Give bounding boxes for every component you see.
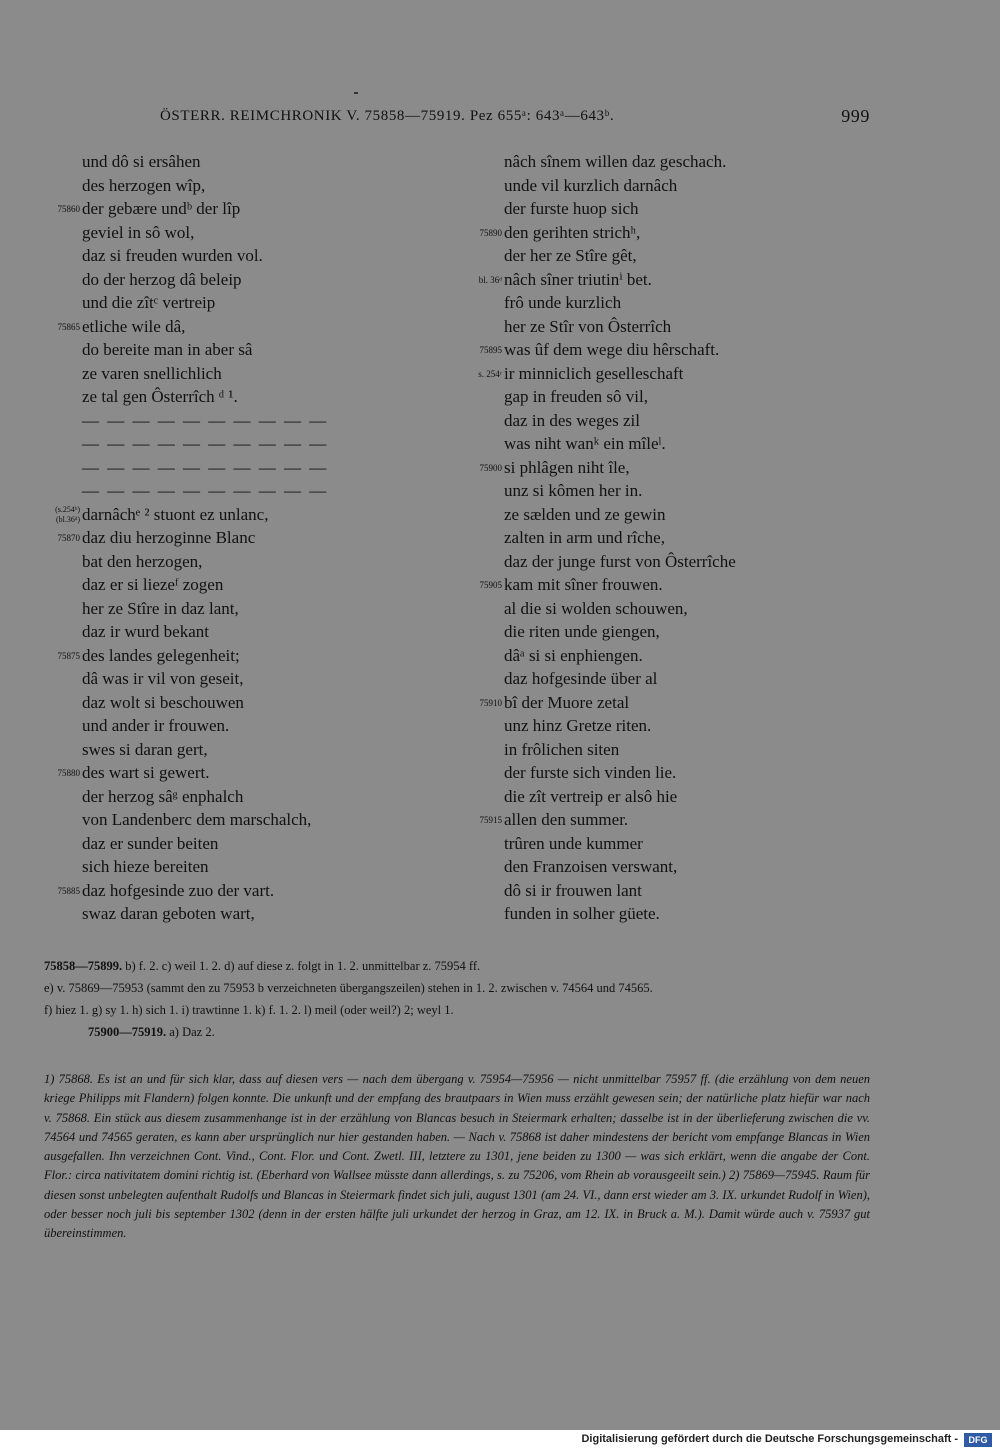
verse-line	[466, 597, 886, 621]
line-number: 75900	[479, 462, 502, 473]
verse-line	[44, 503, 444, 527]
verse-text: daz er sunder beiten	[82, 833, 219, 853]
verse-text: allen den summer.	[504, 810, 629, 829]
verse-text: bat den herzogen,	[82, 551, 203, 571]
verse-text: swaz daran geboten wart,	[82, 904, 255, 923]
verse-line	[44, 244, 444, 268]
page-number: 999	[841, 106, 870, 126]
verse-text: nâch sînem willen daz geschach.	[504, 152, 727, 171]
verse-line	[466, 197, 886, 221]
verse-text: her ze Stîre in daz lant,	[82, 598, 239, 618]
verse-text: daz hofgesinde über al	[504, 669, 658, 688]
verse-text: daz ir wurd bekant	[82, 622, 209, 641]
verse-text: geviel in sô wol,	[82, 222, 195, 242]
verse-text: ze tal gen Ôsterrîch ᵈ ¹.	[82, 387, 238, 406]
scan-speck	[354, 92, 358, 94]
verse-line	[44, 362, 444, 386]
verse-text: der her ze Stîre gêt,	[504, 246, 637, 265]
verse-text: der furste sich vinden lie.	[504, 763, 677, 782]
verse-text: daz in des weges zil	[504, 410, 640, 430]
verse-line	[44, 738, 444, 762]
verse-text: do bereite man in aber sâ	[82, 340, 253, 359]
verse-text: des landes gelegenheit;	[82, 645, 240, 665]
verse-line	[466, 550, 886, 574]
verse-line	[466, 667, 886, 691]
verse-line	[44, 644, 444, 668]
verse-line	[466, 738, 886, 762]
verse-text: funden in solher güete.	[504, 904, 660, 923]
verse-text: trûren unde kummer	[504, 833, 643, 853]
line-number: s. 254ᶜ	[478, 368, 502, 379]
verse-line	[44, 620, 444, 644]
verse-text: daz hofgesinde zuo der vart.	[82, 880, 275, 900]
verse-line	[44, 691, 444, 715]
verse-line	[466, 808, 886, 832]
verse-line	[44, 174, 444, 198]
verse-line	[44, 714, 444, 738]
verse-text: des wart si gewert.	[82, 763, 210, 782]
apparatus-text: a) Daz 2.	[166, 1025, 215, 1039]
verse-line	[44, 338, 444, 362]
verse-line	[44, 432, 444, 456]
verse-text: die zît vertreip er alsô hie	[504, 786, 678, 806]
verse-column-left	[44, 150, 444, 926]
line-number: 75915	[479, 815, 502, 825]
verse-line	[44, 879, 444, 903]
verse-line	[44, 409, 444, 433]
verse-line	[44, 785, 444, 809]
verse-line	[466, 832, 886, 856]
verse-line	[466, 409, 886, 433]
verse-line	[466, 174, 886, 198]
verse-line	[466, 362, 886, 386]
verse-text: do der herzog dâ beleip	[82, 269, 242, 289]
verse-line	[44, 761, 444, 785]
apparatus-line: e) v. 75869—75953 (sammt den zu 75953 b verzeichneten übergangszeilen) stehen in 1. 2. zwischen v. 74564 und 74565.	[44, 981, 653, 995]
verse-text: des herzogen wîp,	[82, 175, 206, 195]
verse-text: — — — — — — — — — —	[82, 481, 329, 500]
verse-text: der gebære undᵇ der lîp	[82, 199, 241, 218]
verse-line	[466, 291, 886, 315]
line-number: 75875	[57, 650, 80, 661]
verse-line	[44, 150, 444, 174]
verse-line	[466, 338, 886, 362]
verse-line	[44, 385, 444, 409]
verse-line	[466, 691, 886, 715]
verse-line	[44, 855, 444, 879]
verse-text: was niht wanᵏ ein mîleˡ.	[504, 434, 666, 453]
verse-text: nâch sîner triutinⁱ bet.	[504, 269, 652, 289]
verse-line	[44, 832, 444, 856]
verse-text: daz er si liezeᶠ zogen	[82, 575, 224, 594]
verse-line	[466, 503, 886, 527]
line-number: bl. 36ᵈ	[478, 274, 502, 285]
verse-line	[466, 479, 886, 503]
footer-credit: Digitalisierung gefördert durch die Deutsche Forschungsgemeinschaft -	[581, 1433, 958, 1445]
verse-line	[44, 667, 444, 691]
verse-text: etliche wile dâ,	[82, 316, 186, 336]
verse-line	[44, 597, 444, 621]
line-number: 75895	[479, 345, 502, 355]
verse-text: gap in freuden sô vil,	[504, 387, 648, 406]
verse-text: ze varen snellichlich	[82, 363, 222, 383]
line-number: 75910	[479, 697, 502, 708]
verse-line	[466, 456, 886, 480]
verse-line	[466, 432, 886, 456]
verse-line	[466, 573, 886, 597]
apparatus-line: f) hiez 1. g) sy 1. h) sich 1. i) trawtinne 1. k) f. 1. 2. l) meil (oder weil?) 2; weyl 1.	[44, 1003, 454, 1017]
apparatus-line	[44, 955, 874, 977]
verse-line	[44, 315, 444, 339]
dfg-footer-bar	[0, 1430, 1000, 1451]
verse-text: kam mit sîner frouwen.	[504, 575, 663, 594]
verse-text: — — — — — — — — — —	[82, 410, 329, 430]
verse-line	[44, 291, 444, 315]
verse-text: darnâchᵉ ² stuont ez unlanc,	[82, 504, 269, 524]
verse-line	[44, 902, 444, 926]
verse-text: unz si kômen her in.	[504, 481, 643, 500]
verse-text: sich hieze bereiten	[82, 857, 209, 876]
verse-text: dô si ir frouwen lant	[504, 880, 642, 900]
apparatus-heading: 75900—75919.	[88, 1025, 167, 1039]
verse-text: — — — — — — — — — —	[82, 434, 329, 453]
verse-text: bî der Muore zetal	[504, 692, 630, 712]
verse-text: und ander ir frouwen.	[82, 716, 230, 735]
verse-line	[44, 479, 444, 503]
verse-column-right	[466, 150, 886, 926]
verse-text: dâᵃ si si enphiengen.	[504, 645, 643, 665]
verse-text: den Franzoisen verswant,	[504, 857, 678, 876]
verse-line	[466, 526, 886, 550]
apparatus-line	[44, 1021, 874, 1043]
verse-text: swes si daran gert,	[82, 739, 208, 759]
verse-line	[466, 855, 886, 879]
verse-line	[44, 221, 444, 245]
verse-text: daz si freuden wurden vol.	[82, 246, 263, 265]
line-number: 75865	[57, 321, 80, 332]
line-number: 75885	[57, 885, 80, 896]
line-number: 75880	[57, 768, 80, 778]
verse-line	[466, 879, 886, 903]
verse-line	[44, 268, 444, 292]
verse-text: was ûf dem wege diu hêrschaft.	[504, 340, 720, 359]
line-number: 75860	[57, 204, 80, 214]
verse-text: — — — — — — — — — —	[82, 457, 329, 477]
verse-text: und die zîtᶜ vertreip	[82, 293, 216, 312]
verse-line	[44, 456, 444, 480]
dfg-logo: DFG	[964, 1433, 992, 1447]
verse-text: den gerihten strichʰ,	[504, 222, 641, 242]
verse-text: si phlâgen niht île,	[504, 457, 630, 477]
verse-text: unz hinz Gretze riten.	[504, 716, 652, 735]
verse-text: frô unde kurzlich	[504, 293, 622, 312]
verse-text: daz der junge furst von Ôsterrîche	[504, 551, 736, 571]
verse-line	[466, 620, 886, 644]
running-header	[160, 108, 870, 132]
verse-text: der furste huop sich	[504, 199, 639, 218]
commentary-footnotes: 1) 75868. Es ist an und für sich klar, dass auf diesen vers — nach dem übergang v. 75954—75956 — nicht unmittelbar 75957 ff. (die erzählung von dem neuen kriege Philipps mit Flandern) folgen konnte. Die unkunft und der empfang des brautpaars in Wien muss erzählt gewesen sein; der natürliche platz hiefür war nach v. 75868. Ein stück aus diesem zusammenhange ist in der erzählung von Blancas besuch in Steiermark erhalten; dasselbe ist in der überlieferung zwischen die vv. 74564 und 74565 geraten, es kann aber ursprünglich nur hier gestanden haben. — Nach v. 75868 ist daher mindestens der bericht vom empfange Blancas in Wien ausgefallen. Ihn verzeichnen Cont. Vind., Cont. Flor. und Cont. Zwetl. III, letztere zu 1301, jene beiden zu 1300 — was sich erklärt, wenn die angabe der Cont. Flor.: circa nativitatem domini richtig ist. (Eberhard von Wallsee müsste dann allerdings, s. zu 75206, vom Rhein ab vorausgeeilt sein.) 2) 75869—75945. Raum für diesen sonst unbelegten aufenthalt Rudolfs und Blancas in Steiermark findet sich juli, august 1301 (am 24. VI., dann erst wieder am 3. IX. urkundet Rudolf in Wien), oder besser noch juli bis september 1302 (denn in der ersten hälfte juli urkundet der herzog in Graz, am 12. IX. in Bruck a. M.). Damit würde auch v. 75937 gut übereinstimmen.	[44, 1072, 870, 1241]
line-number: 75870	[57, 533, 80, 543]
line-number: 75905	[479, 580, 502, 590]
verse-line	[466, 714, 886, 738]
line-number: (s.254ᵇ) (bl.36ᵈ)	[55, 504, 80, 524]
verse-line	[466, 644, 886, 668]
verse-line	[466, 315, 886, 339]
verse-text: und dô si ersâhen	[82, 152, 201, 171]
verse-line	[44, 808, 444, 832]
verse-line	[466, 268, 886, 292]
critical-apparatus	[44, 955, 874, 1043]
verse-line	[466, 761, 886, 785]
verse-line	[466, 150, 886, 174]
verse-text: unde vil kurzlich darnâch	[504, 175, 678, 195]
verse-line	[466, 385, 886, 409]
verse-text: der herzog sâᵍ enphalch	[82, 786, 244, 806]
verse-text: ir minniclich geselleschaft	[504, 363, 684, 383]
verse-line	[466, 221, 886, 245]
verse-line	[44, 197, 444, 221]
verse-line	[466, 785, 886, 809]
verse-line	[44, 526, 444, 550]
verse-text: daz wolt si beschouwen	[82, 692, 244, 712]
line-number: 75890	[479, 227, 502, 238]
apparatus-heading: 75858—75899.	[44, 959, 123, 973]
verse-text: her ze Stîr von Ôsterrîch	[504, 316, 672, 336]
apparatus-text: b) f. 2. c) weil 1. 2. d) auf diese z. folgt in 1. 2. unmittelbar z. 75954 ff.	[122, 959, 481, 973]
verse-text: al die si wolden schouwen,	[504, 598, 688, 618]
verse-text: die riten unde giengen,	[504, 622, 660, 641]
verse-line	[44, 550, 444, 574]
verse-text: zalten in arm und rîche,	[504, 528, 665, 547]
header-title: ÖSTERR. REIMCHRONIK V. 75858—75919. Pez 655ᵃ: 643ᵃ—643ᵇ.	[160, 108, 615, 124]
verse-text: von Landenberc dem marschalch,	[82, 810, 312, 829]
verse-line	[466, 902, 886, 926]
verse-text: ze sælden und ze gewin	[504, 504, 666, 524]
verse-line	[44, 573, 444, 597]
verse-text: dâ was ir vil von geseit,	[82, 669, 244, 688]
verse-text: daz diu herzoginne Blanc	[82, 528, 256, 547]
verse-line	[466, 244, 886, 268]
verse-text: in frôlichen siten	[504, 739, 620, 759]
